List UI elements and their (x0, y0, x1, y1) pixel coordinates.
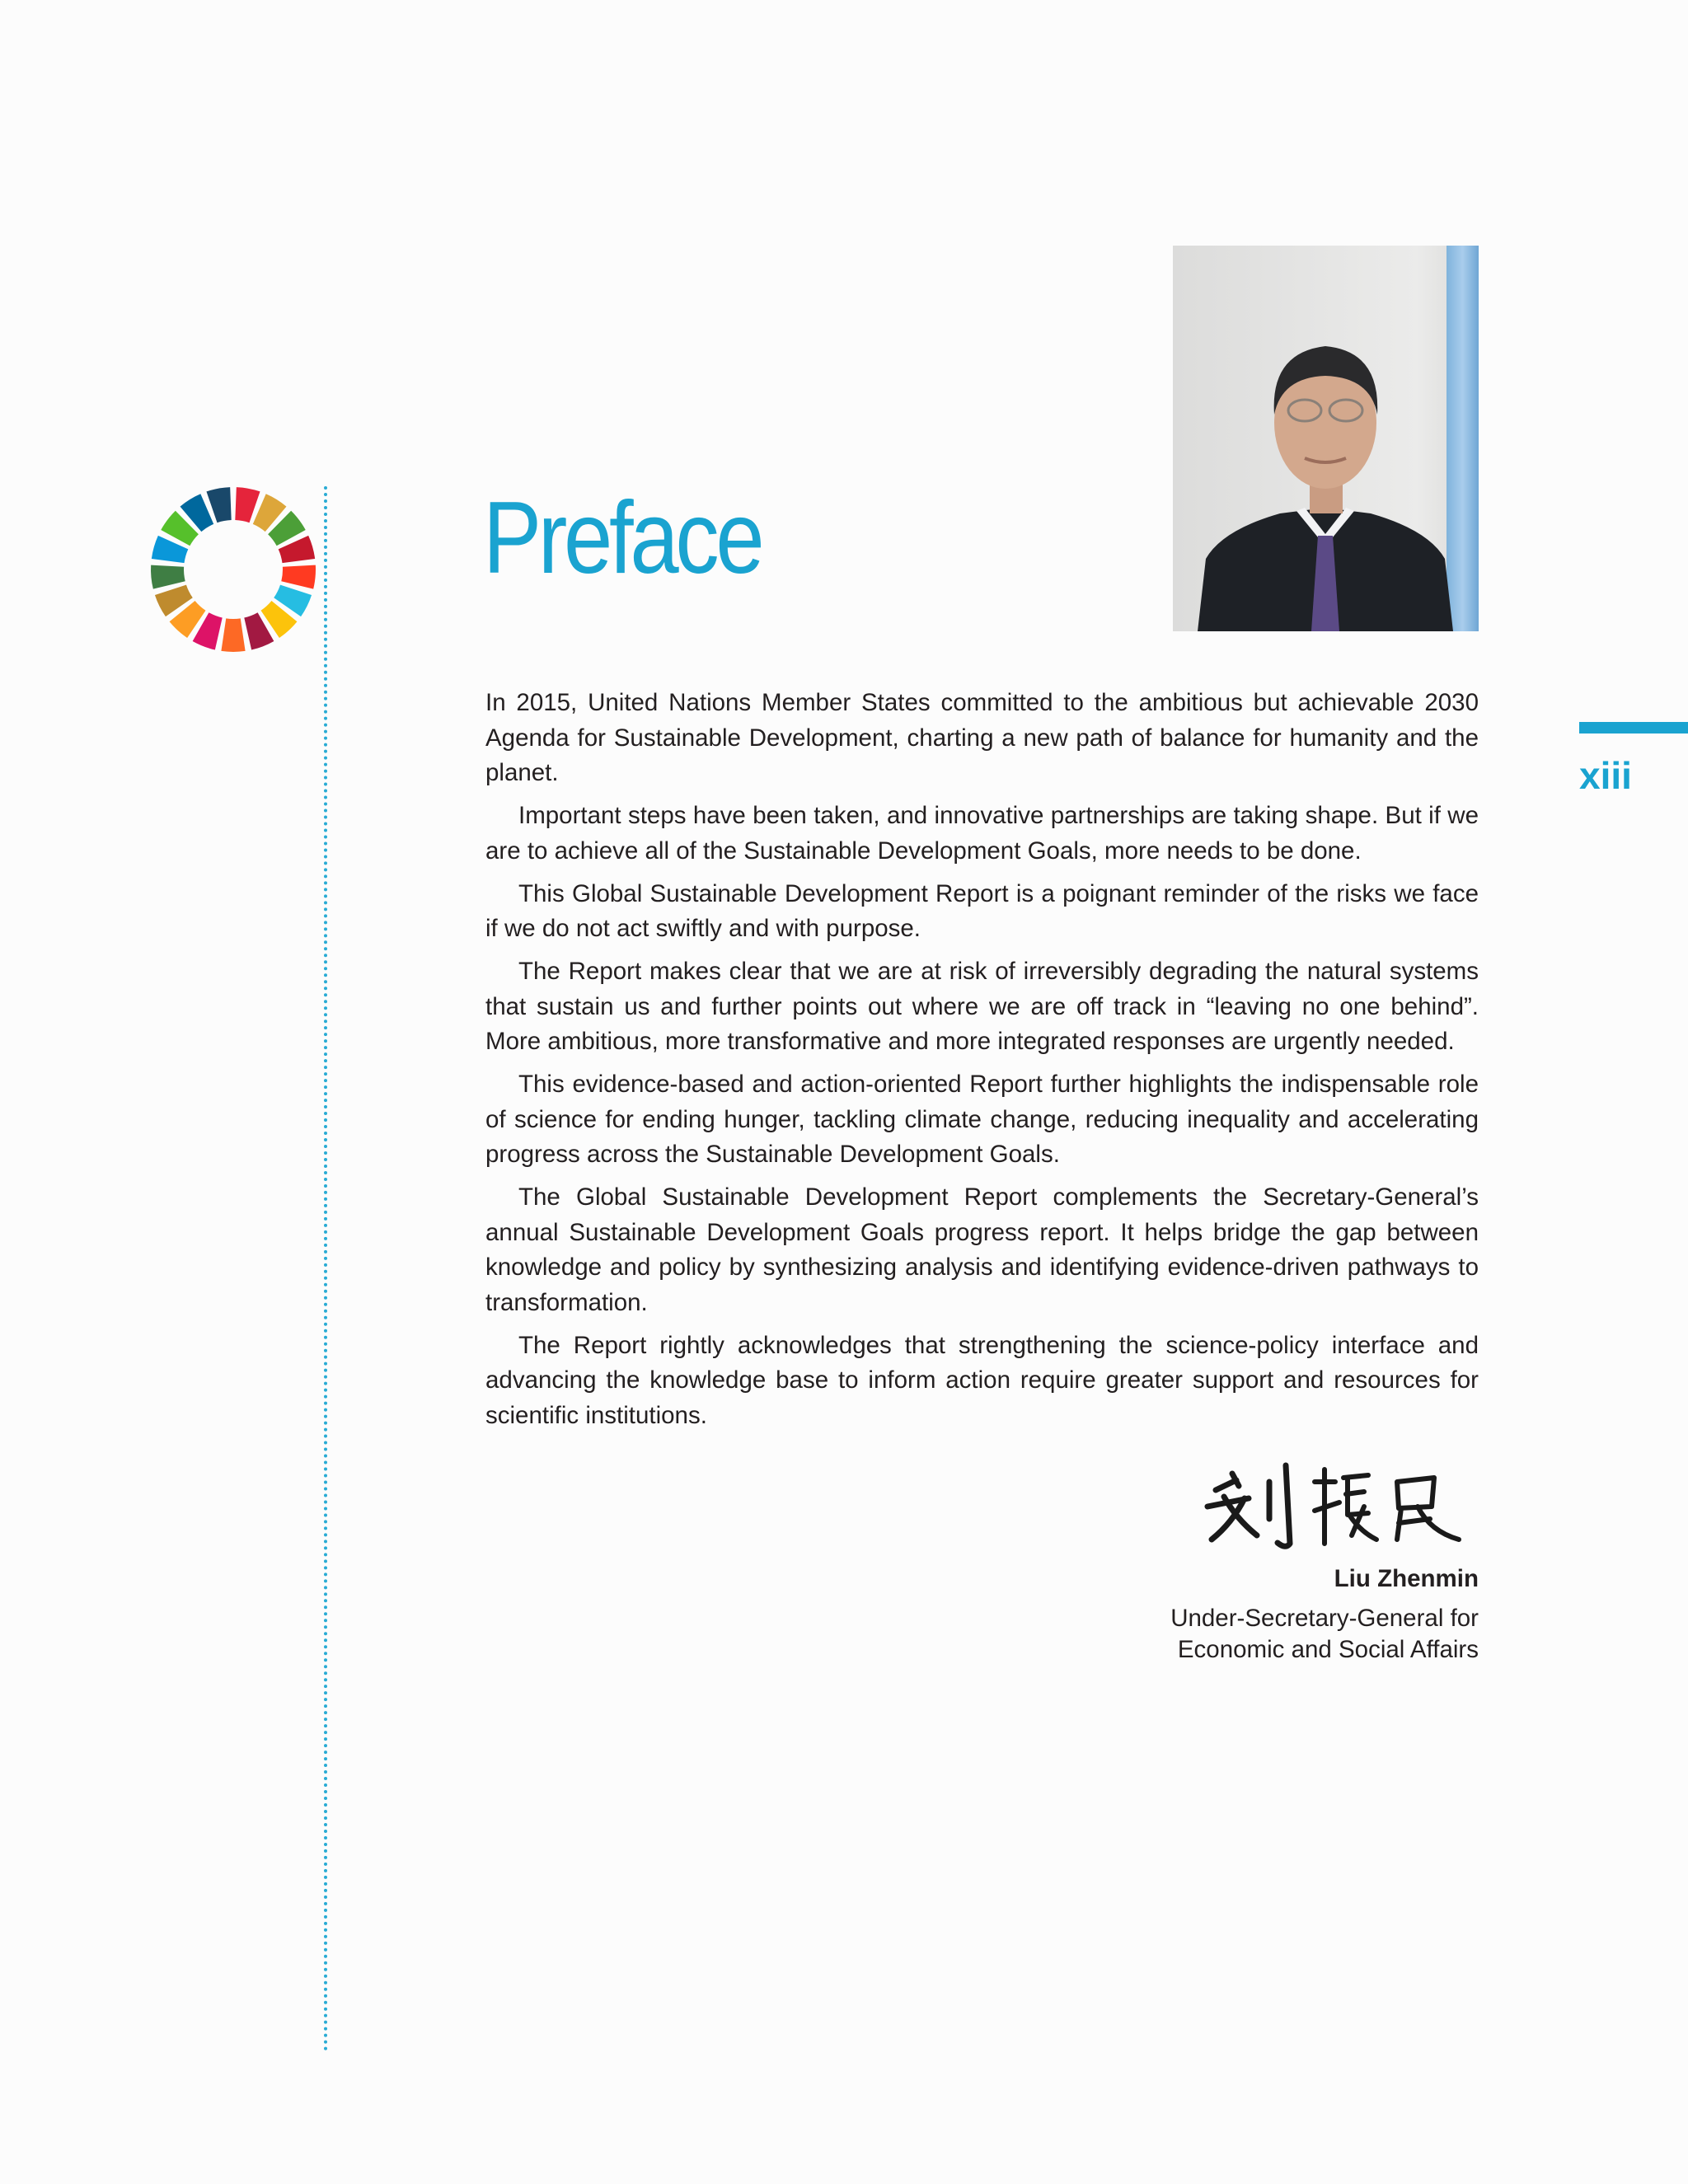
page-number: xiii (1579, 754, 1632, 797)
page-title: Preface (483, 481, 762, 595)
signer-block (1170, 1562, 1479, 1666)
paragraph: This Global Sustainable Development Report is a poignant reminder of the risks we face if we do not act swiftly and with purpose. (485, 879, 1479, 942)
sdg-wheel-segment (221, 618, 245, 652)
signer-title-line: Under-Secretary-General for (1170, 1605, 1479, 1632)
preface-body (485, 686, 1479, 1441)
sdg-wheel-segment (151, 565, 185, 589)
portrait-photo (1173, 246, 1479, 631)
margin-dotted-rule (324, 486, 327, 2052)
paragraph: This evidence-based and action-oriented Report further highlights the indispensable role of science for ending hunger, tackling climate change, reducing inequality and accelerating progress across the Sustainable Development Goals. (485, 1071, 1479, 1168)
side-accent-bar (1579, 722, 1688, 733)
paragraph: Important steps have been taken, and innovative partnerships are taking shape. But if we are to achieve all of the Sustainable Development Goals, more needs to be done. (485, 802, 1479, 865)
paragraph: In 2015, United Nations Member States committed to the ambitious but achievable 2030 Agenda for Sustainable Development, charting a new path of balance for humanity and the planet. (485, 689, 1479, 786)
signer-title (1170, 1603, 1479, 1666)
signer-title-line: Economic and Social Affairs (1177, 1636, 1479, 1663)
paragraph: The Report makes clear that we are at risk of irreversibly degrading the natural systems that sustain us and further points out where we are off track in “leaving no one behind”. More ambitious, more transformative and more integrated responses are urgently needed. (485, 958, 1479, 1055)
sdg-wheel-icon (148, 485, 318, 654)
signer-name: Liu Zhenmin (1334, 1565, 1479, 1592)
paragraph: The Global Sustainable Development Report complements the Secretary-General’s annual Sustainable Development Goals progress report. It helps bridge the gap between knowledge and policy by synthesizing analysis and identifying evidence-driven pathways to transformation. (485, 1183, 1479, 1316)
sdg-wheel-segment (281, 565, 316, 589)
paragraph: The Report rightly acknowledges that strengthening the science-policy interface and advancing the knowledge base to inform action require greater support and resources for scientific institutions. (485, 1331, 1479, 1429)
signature-icon (1199, 1457, 1471, 1556)
